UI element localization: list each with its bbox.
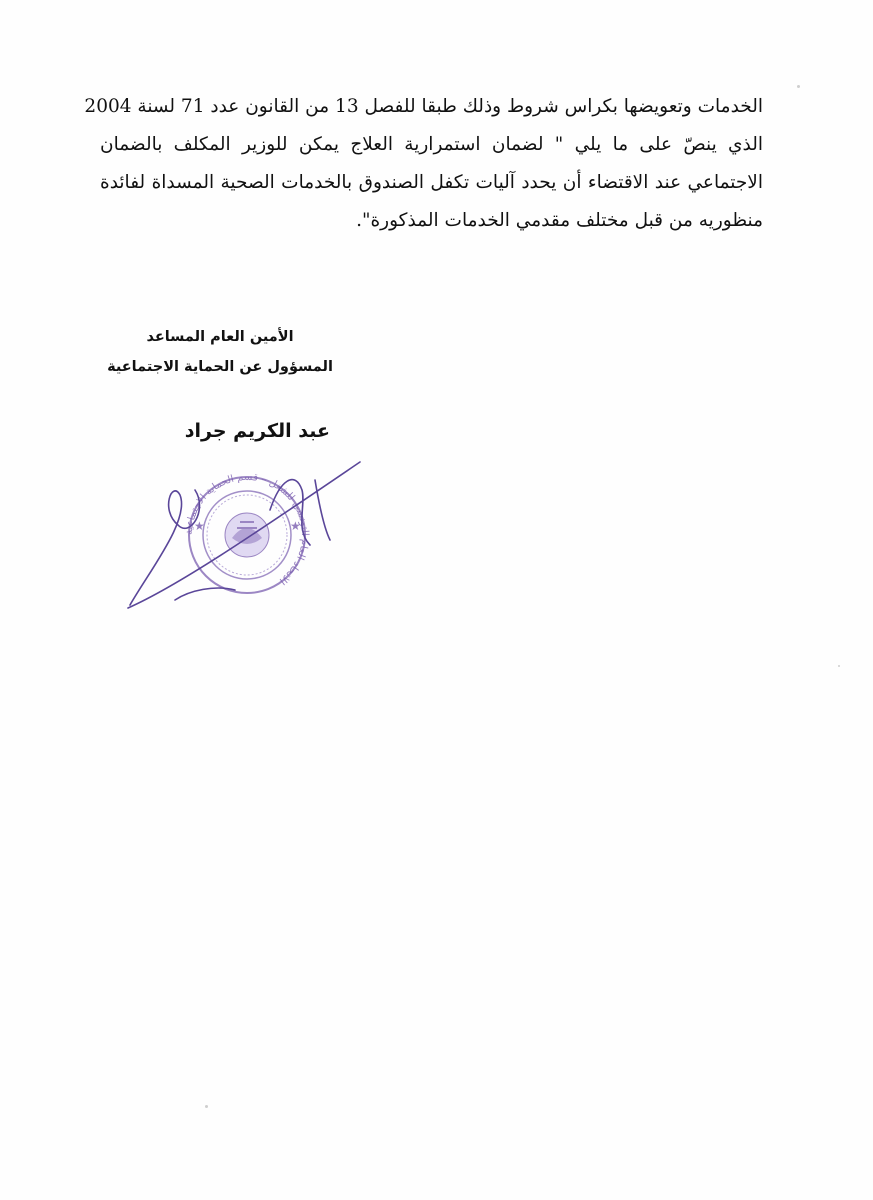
paper-speck bbox=[838, 665, 840, 667]
body-line-3: الاجتماعي عند الاقتضاء أن يحدد آليات تكفل الصندوق بالخدمات الصحية المسداة لفائدة bbox=[100, 172, 763, 193]
stamp-emblem-icon bbox=[225, 513, 269, 557]
stamp-star-icon: ★ bbox=[194, 519, 205, 533]
signatory-title: الأمين العام المساعد bbox=[146, 329, 294, 345]
body-line-1: الخدمات وتعويضها بكراس شروط وذلك طبقا للفصل 13 من القانون عدد 71 لسنة 2004 bbox=[84, 96, 763, 117]
official-stamp-and-signature bbox=[120, 450, 370, 620]
body-line-2: الذي ينصّ على ما يلي " لضمان استمرارية العلاج يمكن للوزير المكلف بالضمان bbox=[100, 134, 763, 155]
signatory-name: عبد الكريم جراد bbox=[184, 420, 330, 442]
paper-speck bbox=[797, 85, 800, 88]
paper-speck bbox=[205, 1105, 208, 1108]
signature-block bbox=[100, 322, 340, 382]
stamp-text: الاتحاد العام التونسي للشغل – قسم الحماية الاجتماعية bbox=[183, 471, 311, 587]
body-paragraph bbox=[84, 88, 763, 240]
stamp-star-icon: ★ bbox=[290, 519, 301, 533]
body-line-4: منظوريه من قبل مختلف مقدمي الخدمات المذكورة". bbox=[356, 210, 763, 231]
stamp-svg bbox=[120, 450, 370, 620]
signatory-role: المسؤول عن الحماية الاجتماعية bbox=[107, 359, 333, 375]
stamp-seal bbox=[184, 472, 310, 593]
